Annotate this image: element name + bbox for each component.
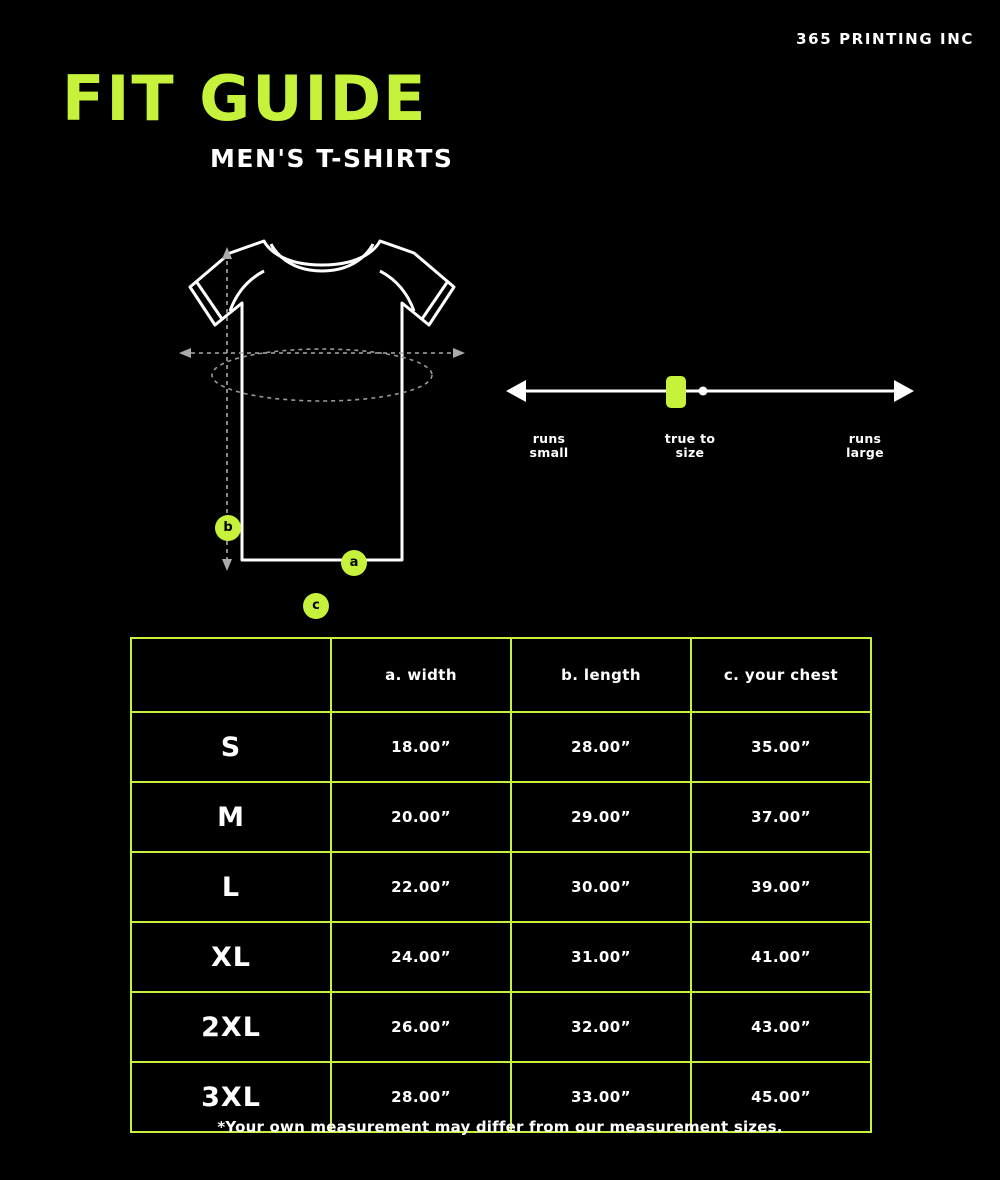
table-row	[131, 922, 871, 992]
page-title: FIT GUIDE	[62, 62, 428, 135]
table-header-width: a. width	[331, 638, 511, 712]
table-row	[131, 712, 871, 782]
cell-width: 18.00”	[331, 712, 511, 782]
badge-b: b	[215, 515, 241, 541]
table-row	[131, 992, 871, 1062]
badge-a: a	[341, 550, 367, 576]
cell-width: 26.00”	[331, 992, 511, 1062]
table-row	[131, 782, 871, 852]
cell-chest: 43.00”	[691, 992, 871, 1062]
cell-size: S	[131, 712, 331, 782]
page-subtitle: MEN'S T-SHIRTS	[210, 144, 454, 173]
fit-scale-axis-icon	[500, 360, 920, 430]
cell-width: 24.00”	[331, 922, 511, 992]
cell-length: 32.00”	[511, 992, 691, 1062]
tshirt-diagram	[95, 225, 485, 613]
size-table	[130, 637, 872, 1133]
table-header-blank	[131, 638, 331, 712]
cell-size: XL	[131, 922, 331, 992]
cell-chest: 39.00”	[691, 852, 871, 922]
fit-scale-label-small-line2: small	[529, 445, 569, 460]
fit-scale-label-large-line2: large	[846, 445, 884, 460]
footnote: *Your own measurement may differ from our measurement sizes.	[217, 1118, 783, 1136]
fit-scale-label-large-line1: runs	[848, 431, 882, 446]
cell-chest: 41.00”	[691, 922, 871, 992]
table-header-length: b. length	[511, 638, 691, 712]
cell-size: 3XL	[131, 1062, 331, 1132]
badge-c: c	[303, 593, 329, 619]
cell-chest: 35.00”	[691, 712, 871, 782]
fit-scale-label-small	[504, 432, 594, 460]
fit-scale-label-true	[640, 432, 740, 460]
fit-scale-label-large	[820, 432, 910, 460]
fit-scale-label-small-line1: runs	[532, 431, 566, 446]
cell-length: 31.00”	[511, 922, 691, 992]
tshirt-outline-icon	[95, 225, 485, 585]
table-row	[131, 852, 871, 922]
cell-chest: 45.00”	[691, 1062, 871, 1132]
cell-width: 22.00”	[331, 852, 511, 922]
cell-length: 28.00”	[511, 712, 691, 782]
cell-size: 2XL	[131, 992, 331, 1062]
cell-length: 29.00”	[511, 782, 691, 852]
table-header-row	[131, 638, 871, 712]
size-table-container	[130, 637, 870, 1133]
cell-size: L	[131, 852, 331, 922]
cell-width: 28.00”	[331, 1062, 511, 1132]
table-header-chest: c. your chest	[691, 638, 871, 712]
cell-size: M	[131, 782, 331, 852]
fit-scale-label-true-line2: size	[675, 445, 705, 460]
cell-length: 30.00”	[511, 852, 691, 922]
cell-width: 20.00”	[331, 782, 511, 852]
brand-label: 365 PRINTING INC	[796, 30, 974, 48]
fit-scale	[500, 360, 920, 480]
cell-length: 33.00”	[511, 1062, 691, 1132]
fit-scale-label-true-line1: true to	[664, 431, 716, 446]
cell-chest: 37.00”	[691, 782, 871, 852]
